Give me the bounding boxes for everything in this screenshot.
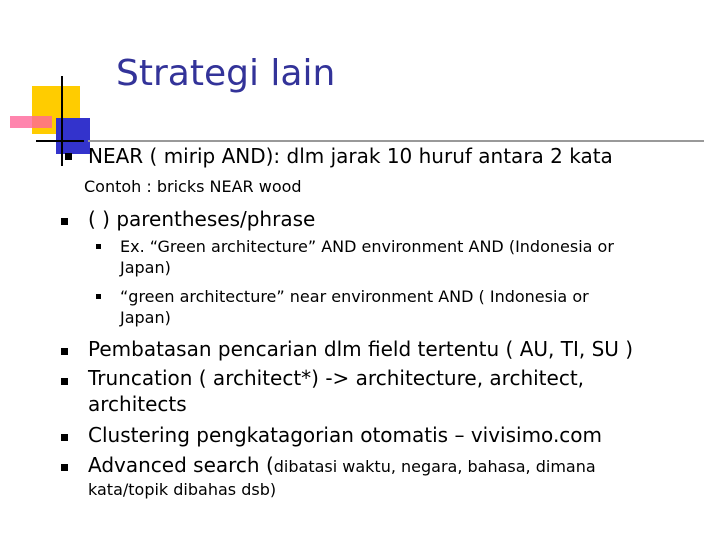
bullet-marker xyxy=(61,348,68,355)
sub-bullet-marker xyxy=(96,294,101,299)
sub-bullet-example-2-line2: Japan) xyxy=(120,308,171,327)
bullet-pembatasan: Pembatasan pencarian dlm field tertentu ( AU, TI, SU ) xyxy=(88,337,634,361)
bullet-marker xyxy=(61,464,68,471)
sub-bullet-marker xyxy=(96,244,101,249)
bullet-truncation-line1: Truncation ( architect*) -> architecture, architect, xyxy=(88,366,585,390)
bullet-clustering: Clustering pengkatagorian otomatis – vivisimo.com xyxy=(88,423,603,447)
bullet-marker xyxy=(65,153,72,160)
sub-bullet-example-2-line1: “green architecture” near environment AND ( Indonesia or xyxy=(120,287,589,306)
bullet-marker xyxy=(61,434,68,441)
bullet-marker xyxy=(61,378,68,385)
decor-vertical-line xyxy=(61,76,63,166)
bullet-parentheses: ( ) parentheses/phrase xyxy=(88,207,316,231)
sub-bullet-example-1-line2: Japan) xyxy=(120,258,171,277)
title-underline-rule xyxy=(88,140,704,142)
advanced-search-detail: dibatasi waktu, negara, bahasa, dimana xyxy=(273,457,596,476)
bullet-advanced-search-line2: kata/topik dibahas dsb) xyxy=(88,480,277,499)
slide-title: Strategi lain xyxy=(116,53,336,94)
bullet-near: NEAR ( mirip AND): dlm jarak 10 huruf antara 2 kata xyxy=(88,144,613,168)
bullet-truncation-line2: architects xyxy=(88,392,187,416)
bullet-advanced-search-line1 xyxy=(88,452,596,480)
decor-pink-bar xyxy=(10,116,52,128)
sub-bullet-example-1-line1: Ex. “Green architecture” AND environment AND (Indonesia or xyxy=(120,237,614,256)
decor-horizontal-line xyxy=(36,140,84,142)
example-line: Contoh : bricks NEAR wood xyxy=(84,177,302,196)
bullet-marker xyxy=(61,218,68,225)
advanced-search-label: Advanced search ( xyxy=(88,453,274,477)
